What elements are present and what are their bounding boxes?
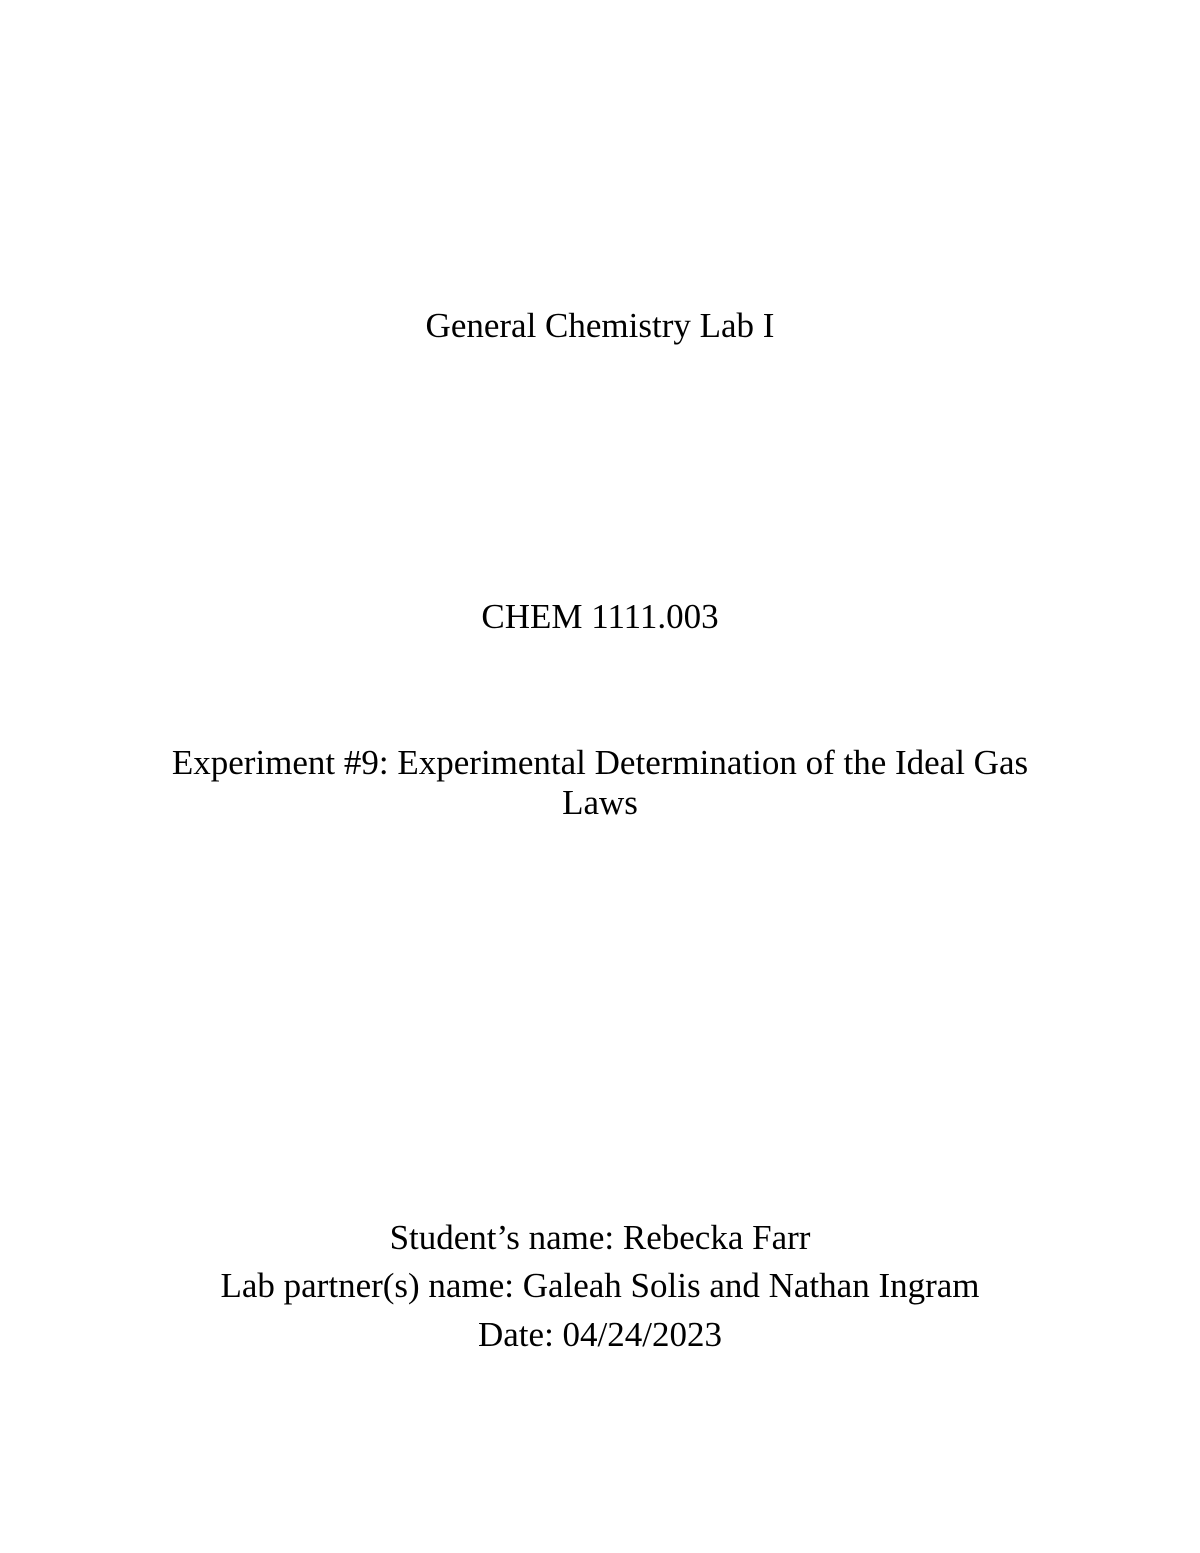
student-name: Student’s name: Rebecka Farr	[389, 1218, 811, 1257]
lab-partners: Lab partner(s) name: Galeah Solis and Nathan Ingram	[220, 1266, 980, 1305]
report-date: Date: 04/24/2023	[478, 1315, 722, 1354]
course-code: CHEM 1111.003	[481, 597, 719, 636]
course-title: General Chemistry Lab I	[425, 306, 775, 345]
experiment-title: Experiment #9: Experimental Determination of the Ideal Gas Laws	[171, 743, 1029, 822]
